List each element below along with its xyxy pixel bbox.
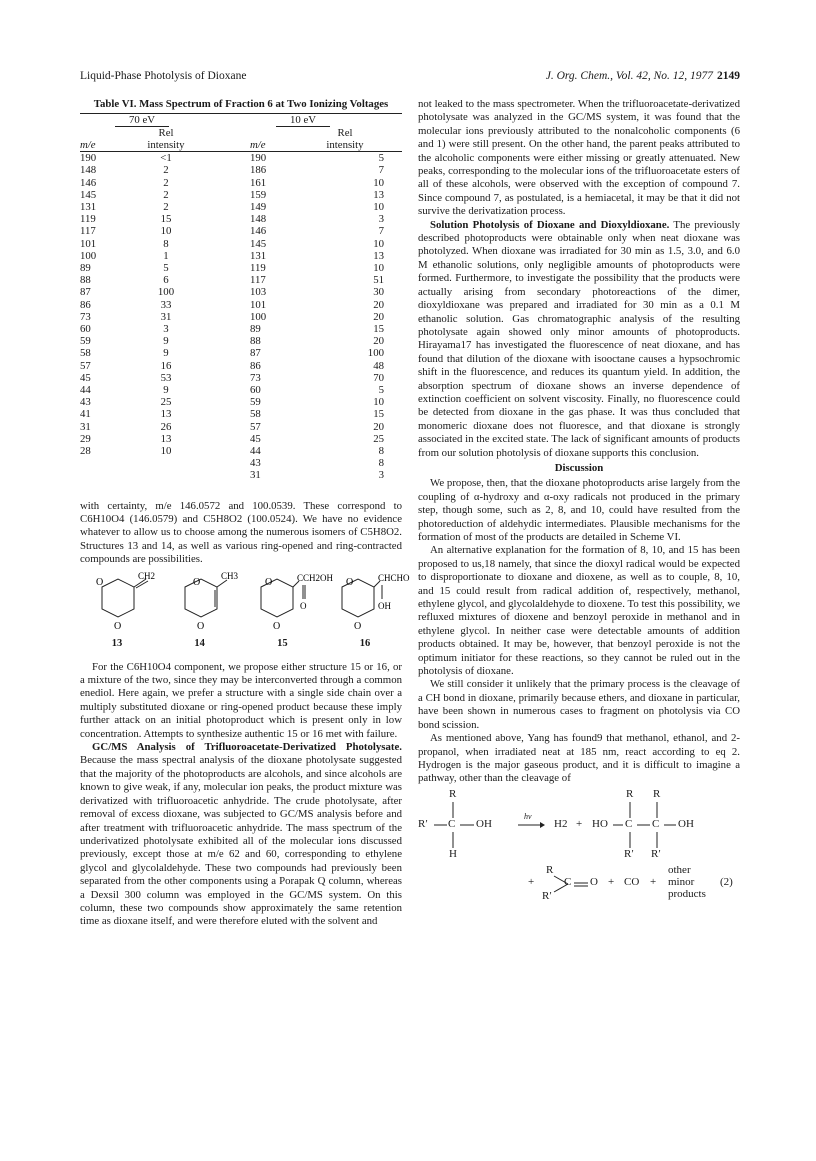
eq-products: products: [668, 887, 706, 900]
intensity-10-cell: 5: [378, 152, 384, 165]
me-10-cell: 57: [250, 420, 261, 433]
table-row: [80, 335, 402, 347]
table-row: [80, 299, 402, 311]
paragraph: with certainty, m/e 146.0572 and 100.0539. These correspond to C6H10O4 (146.0579) and C5H8O2 (100.0524). We have no evidence whatever to allow us to choose among the numerous isomers of C5H8O2. Structures 13 and 14, as well as various ring-opened and ring-contracted compounds are possibilities.: [80, 499, 402, 566]
me-70-cell: 119: [80, 213, 96, 226]
me-10-cell: 161: [250, 176, 267, 189]
me-10-cell: 60: [250, 383, 261, 396]
structure-16: [328, 572, 410, 657]
intensity-header: intensity: [128, 139, 204, 152]
dioxane-ring-icon: [80, 570, 156, 635]
eq-r: R: [449, 787, 457, 800]
me-10-cell: 119: [250, 261, 266, 274]
table-row: [80, 274, 402, 286]
table-row: [80, 225, 402, 237]
intensity-10-cell: 10: [373, 396, 384, 409]
paragraph: Because the mass spectral analysis of the dioxane photolysate suggested that the majority of the photoproducts are alcohols, and since alcohols are known to give weak, if any, molecular ion peaks, the product mixture was derivatized with trifluoroacetic anhydride. The crude photolysate, after removal of excess dioxane, was subjected to GC/MS analysis before and after treatment with trifluoroacetic anhydride. The mass spectrum of the underivatized photolysate exhibited all of the molecular ions discussed previously, except those at m/e 62 and 60, corresponding to ethylene glycol and glycolaldehyde. These two compounds had previously been separated from the other components using a Porapak Q column, whereas a Dexsil 300 column was employed in the GC/MS system. On this column, these two compounds show approximately the same retention time as dioxane itself, and were therefore eluted with the solvent and: [80, 754, 402, 928]
eq-o: O: [590, 875, 598, 888]
svg-text:O: O: [345, 576, 354, 588]
me-10-cell: 45: [250, 432, 261, 445]
structure-13: [80, 570, 156, 657]
paragraph: The previously described photoproducts were obtainable only when neat dioxane was photolyzed. When dioxane was irradiated for 30 min as 1.5, 3.0, and 6.0 M ethanolic solutions, only negligible amounts of photoproducts were formed. Furthermore, to investigate the possibility that the products were actually arising from secondary photoreactions of the dimer, dioxyldioxane was prepared and irradiated for 30 min as a 0.1 M ethanolic solution. Gas chromatographic analysis of the resulting photolysate again showed only minor amounts of photoproducts. Hirayama17 has investigated the fluorescence of neat dioxane, and has found that dilution of the dioxane with isooctane causes a hypsochromic shift in the fluorescence, and reduces its quantum yield. In addition, the absorption spectrum of dioxane shows an inverse dependence of extinction coefficient on solvent viscosity. Finally, no fluorescence could be detected from dioxane in the gas phase. It was thus concluded that monomeric dioxane does not fluoresce, and that dioxane is strongly associated in the excited state. The lack of significant amounts of products from our solution photolysis of dioxane supports this conclusion.: [418, 218, 740, 459]
me-10-cell: 149: [250, 200, 267, 213]
intensity-header: intensity: [306, 139, 402, 152]
me-10-cell: 145: [250, 237, 267, 250]
me-70-cell: 45: [80, 371, 91, 384]
svg-text:O: O: [192, 576, 200, 588]
intensity-70-cell: <1: [160, 152, 172, 165]
me-70-cell: 57: [80, 359, 91, 372]
structure-number: 14: [194, 637, 205, 649]
dioxane-ketone-icon: [245, 572, 334, 635]
intensity-10-cell: 7: [378, 225, 384, 238]
intensity-10-cell: 20: [373, 310, 384, 323]
running-title: Liquid-Phase Photolysis of Dioxane: [80, 70, 247, 82]
eq-r-prime: R′: [624, 847, 634, 860]
intensity-70-cell: [128, 469, 204, 481]
eq-hv: hν: [524, 811, 532, 821]
intensity-70-cell: 8: [163, 237, 169, 250]
table-row: [80, 396, 402, 408]
me-10-cell: 87: [250, 347, 261, 360]
table-row: [80, 201, 402, 213]
voltage-10-header: 10 eV: [276, 114, 330, 127]
intensity-70-cell: 2: [163, 188, 169, 201]
eq-r-prime: R′: [418, 817, 428, 830]
me-70-cell: 145: [80, 188, 97, 201]
table-row: [80, 213, 402, 225]
intensity-70-cell: 10: [160, 444, 172, 457]
me-70-cell: 87: [80, 286, 91, 299]
intensity-70-cell: 9: [163, 335, 169, 348]
intensity-70-cell: 2: [163, 164, 169, 177]
intensity-70-cell: 2: [163, 176, 169, 189]
dioxene-ring-icon: [163, 570, 238, 635]
eq-co: CO: [624, 875, 640, 888]
intensity-70-cell: 9: [163, 347, 169, 360]
intensity-10-cell: 10: [373, 237, 384, 250]
me-70-cell: [80, 457, 128, 469]
rel-header: Rel: [337, 126, 353, 139]
me-10-cell: 73: [250, 371, 261, 384]
me-70-cell: 58: [80, 347, 91, 360]
me-10-cell: 31: [250, 469, 261, 482]
intensity-10-cell: 7: [378, 164, 384, 177]
intensity-70-cell: 31: [160, 310, 172, 323]
intensity-10-cell: 13: [373, 188, 384, 201]
me-10-cell: 43: [250, 457, 261, 470]
intensity-70-cell: 3: [163, 322, 169, 335]
table-row: [80, 311, 402, 323]
intensity-10-cell: 70: [373, 371, 384, 384]
eq-other: other: [668, 863, 691, 876]
me-70-cell: 60: [80, 322, 91, 335]
table-row: [80, 323, 402, 335]
structure-14: [163, 570, 238, 657]
table-row: [80, 152, 402, 165]
structure-number: 16: [359, 637, 371, 649]
me-10-cell: 190: [250, 152, 267, 165]
rel-header: Rel: [158, 126, 174, 139]
me-10-cell: 186: [250, 164, 267, 177]
table-row: [80, 286, 402, 298]
structure-row: [80, 570, 410, 657]
intensity-10-cell: 8: [378, 444, 384, 457]
svg-text:O: O: [265, 576, 273, 588]
table-row: [80, 347, 402, 359]
table-row: [80, 445, 402, 457]
intensity-10-cell: 8: [378, 457, 384, 470]
structure-15: [245, 572, 334, 657]
intensity-10-cell: 100: [367, 347, 384, 360]
right-column: [418, 78, 740, 904]
me-10-cell: 58: [250, 408, 261, 421]
svg-text:O: O: [353, 620, 362, 632]
me-10-cell: 159: [250, 188, 267, 201]
intensity-70-cell: 10: [160, 225, 172, 238]
eq-ho: HO: [592, 817, 608, 830]
paragraph: We propose, then, that the dioxane photoproducts arise largely from the coupling of α-hydroxy and α-oxy radicals not produced in the primary step, though some, such as 2, 8, and 10, could have resulted from the photoreduction of aldehydic intermediates. Plausible mechanisms for the formation of most of the products are detailed in Scheme VI.: [418, 477, 740, 543]
me-70-cell: 146: [80, 176, 97, 189]
structure-number: 13: [111, 637, 123, 649]
table-row: [80, 164, 402, 176]
table-row: [80, 457, 402, 469]
intensity-70-cell: 6: [163, 274, 169, 287]
me-70-cell: 131: [80, 200, 97, 213]
me-10-cell: 59: [250, 396, 261, 409]
intensity-10-cell: 20: [373, 420, 384, 433]
intensity-10-cell: 20: [373, 298, 384, 311]
eq-h: H: [449, 847, 457, 860]
svg-text:OH: OH: [377, 600, 391, 611]
svg-text:CH3: CH3: [220, 570, 238, 581]
me-10-cell: 100: [250, 310, 267, 323]
me-70-cell: 43: [80, 396, 91, 409]
section-heading: GC/MS Analysis of Trifluoroacetate-Derivatized Photolysate.: [92, 741, 402, 754]
paragraph: We still consider it unlikely that the primary process is the cleavage of a CH bond in dioxane, primarily because ethers, and dioxane in particular, have been shown in numerous cases to fragment on photolysis via CO bond scission.: [418, 678, 740, 731]
voltage-70-header: 70 eV: [115, 114, 169, 127]
me-70-cell: 31: [80, 420, 91, 433]
eq-r-prime: R′: [651, 847, 661, 860]
me-70-cell: 29: [80, 432, 91, 445]
me-70-cell: 89: [80, 261, 91, 274]
intensity-70-cell: 100: [157, 286, 175, 299]
structure-number: 15: [277, 637, 288, 649]
intensity-10-cell: 30: [373, 286, 384, 299]
eq-r: R: [546, 863, 554, 876]
me-10-cell: 89: [250, 322, 261, 335]
intensity-10-cell: 20: [373, 335, 384, 348]
svg-text:O: O: [273, 620, 281, 632]
me-10-cell: 44: [250, 444, 261, 457]
me-70-cell: 41: [80, 408, 91, 421]
eq-c: C: [652, 817, 660, 830]
me-10-cell: 88: [250, 335, 261, 348]
me-10-cell: 86: [250, 359, 261, 372]
eq-plus: +: [608, 875, 615, 888]
table-row: [80, 372, 402, 384]
intensity-10-cell: 3: [378, 213, 384, 226]
eq-h2: H2: [554, 817, 568, 830]
intensity-10-cell: 10: [373, 261, 384, 274]
eq-c: C: [564, 875, 572, 888]
intensity-70-cell: 16: [160, 359, 172, 372]
eq-r: R: [653, 787, 661, 800]
me-10-cell: 131: [250, 249, 267, 262]
intensity-10-cell: 51: [373, 274, 384, 287]
table-row: [80, 421, 402, 433]
table-row: [80, 384, 402, 396]
table-row: [80, 189, 402, 201]
svg-text:CCH2OH: CCH2OH: [297, 572, 334, 583]
eq-plus: +: [528, 875, 535, 888]
me-10-cell: 117: [250, 274, 266, 287]
intensity-70-cell: 2: [163, 200, 169, 213]
eq-r: R: [626, 787, 634, 800]
journal-citation: J. Org. Chem., Vol. 42, No. 12, 1977 2149: [545, 70, 740, 82]
me-70-cell: 88: [80, 274, 91, 287]
intensity-10-cell: 15: [373, 408, 384, 421]
discussion-heading: Discussion: [554, 461, 604, 474]
mass-spectrum-table: [80, 113, 402, 482]
table-title: Table VI. Mass Spectrum of Fraction 6 at Two Ionizing Voltages: [93, 98, 389, 110]
eq-oh: OH: [678, 817, 694, 830]
eq-minor: minor: [668, 875, 695, 888]
me-70-cell: 73: [80, 310, 91, 323]
paragraph: not leaked to the mass spectrometer. When the trifluoroacetate-derivatized photolysate was analyzed in the GC/MS system, it was found that the molecular ions previously attributed to the nonalcoholic components (6 and 1) were still present. On the other hand, the parent peaks attributed to the alcoholic components were either missing or greatly attenuated. New peaks, corresponding to the molecular ions of the trifluoroacetate esters of all of these alcohols, were observed with the exception of compound 7. Since compound 7, as postulated, is a hemiacetal, it may be that it did not survive the derivatization process.: [418, 98, 740, 218]
intensity-10-cell: 48: [373, 359, 384, 372]
table-row: [80, 177, 402, 189]
me-10-cell: 148: [250, 213, 267, 226]
intensity-10-cell: 10: [373, 176, 384, 189]
paragraph: For the C6H10O4 component, we propose either structure 15 or 16, or a mixture of the two, since they may be interconverted through a common enediol. Here again, we prefer a structure with a single side chain over a multiply substituted dioxane or ring-opened product because these imply further attack on an initial photoproduct which is present only in low concentration. Attempts to synthesize authentic 15 or 16 met with failure.: [80, 660, 402, 740]
dioxane-hydroxyaldehyde-icon: [328, 572, 410, 635]
intensity-10-cell: 3: [378, 469, 384, 482]
paragraph: An alternative explanation for the formation of 8, 10, and 15 has been proposed to us,18 namely, that since the dioxyl radical would be expected to disproportionate to dioxane and dioxene, as well as to couple, 8, 10, and 15 could result from radical addition of, respectively, methanol, ethylene glycol, and glycolaldehyde to dioxene. To test this possibility, we refluxed mixtures of dioxene and benzoyl peroxide in methanol and in ethylene glycol. In neither case were detectable amounts of addition products obtained. It may be, however, that benzoyl peroxide is not the optimum initiator for these reactions, so they cannot be ruled out in the photolysis of dioxane.: [418, 544, 740, 678]
svg-text:O: O: [300, 600, 307, 611]
table-row: [80, 469, 402, 481]
equation-2: [418, 787, 740, 904]
me-70-cell: 44: [80, 383, 91, 396]
me-70-cell: 86: [80, 298, 91, 311]
me-70-cell: 101: [80, 237, 97, 250]
me-10-cell: 103: [250, 286, 267, 299]
me-header: m/e: [80, 139, 128, 152]
intensity-70-cell: 5: [163, 261, 169, 274]
intensity-70-cell: 33: [160, 298, 172, 311]
svg-text:CH2: CH2: [138, 570, 156, 581]
me-70-cell: 148: [80, 164, 97, 177]
table-row: [80, 408, 402, 420]
me-10-cell: 146: [250, 225, 267, 238]
intensity-70-cell: 9: [163, 383, 169, 396]
intensity-70-cell: 13: [160, 432, 172, 445]
me-10-cell: 101: [250, 298, 267, 311]
intensity-10-cell: 5: [378, 383, 384, 396]
intensity-70-cell: 25: [160, 396, 172, 409]
me-70-cell: 28: [80, 444, 91, 457]
page-number: 2149: [717, 70, 740, 82]
table-row: [80, 360, 402, 372]
svg-text:CHCHO: CHCHO: [377, 572, 410, 583]
intensity-70-cell: 1: [163, 249, 169, 262]
intensity-10-cell: 15: [373, 322, 384, 335]
table-row: [80, 238, 402, 250]
intensity-10-cell: 25: [373, 432, 384, 445]
eq-c: C: [448, 817, 456, 830]
svg-text:O: O: [196, 620, 204, 632]
intensity-70-cell: [128, 457, 204, 469]
paragraph: As mentioned above, Yang has found9 that methanol, ethanol, and 2-propanol, when irradiated neat at 185 nm, react according to eq 2. Hydrogen is the major gaseous product, and it is difficult to imagine a pathway, other than the cleavage of: [418, 732, 740, 785]
table-row: [80, 262, 402, 274]
intensity-70-cell: 13: [160, 408, 172, 421]
eq-plus: +: [650, 875, 657, 888]
intensity-70-cell: 53: [160, 371, 172, 384]
eq-c: C: [625, 817, 633, 830]
equation-number: (2): [720, 875, 733, 888]
table-row: [80, 433, 402, 445]
me-70-cell: 190: [80, 152, 97, 165]
left-column: [80, 98, 410, 929]
eq-oh: OH: [476, 817, 492, 830]
me-70-cell: [80, 469, 128, 481]
me-70-cell: 100: [80, 249, 97, 262]
section-heading: Solution Photolysis of Dioxane and Dioxyldioxane.: [430, 218, 670, 231]
svg-text:O: O: [114, 620, 122, 632]
table-body: [80, 152, 402, 482]
intensity-70-cell: 26: [160, 420, 172, 433]
me-70-cell: 117: [80, 225, 96, 238]
eq-r-prime: R′: [542, 889, 552, 902]
intensity-10-cell: 10: [373, 200, 384, 213]
eq-plus: +: [576, 817, 583, 830]
intensity-10-cell: 13: [373, 249, 384, 262]
me-header: m/e: [204, 139, 306, 152]
table-row: [80, 250, 402, 262]
me-70-cell: 59: [80, 335, 91, 348]
svg-text:O: O: [96, 576, 104, 588]
intensity-70-cell: 15: [160, 213, 172, 226]
